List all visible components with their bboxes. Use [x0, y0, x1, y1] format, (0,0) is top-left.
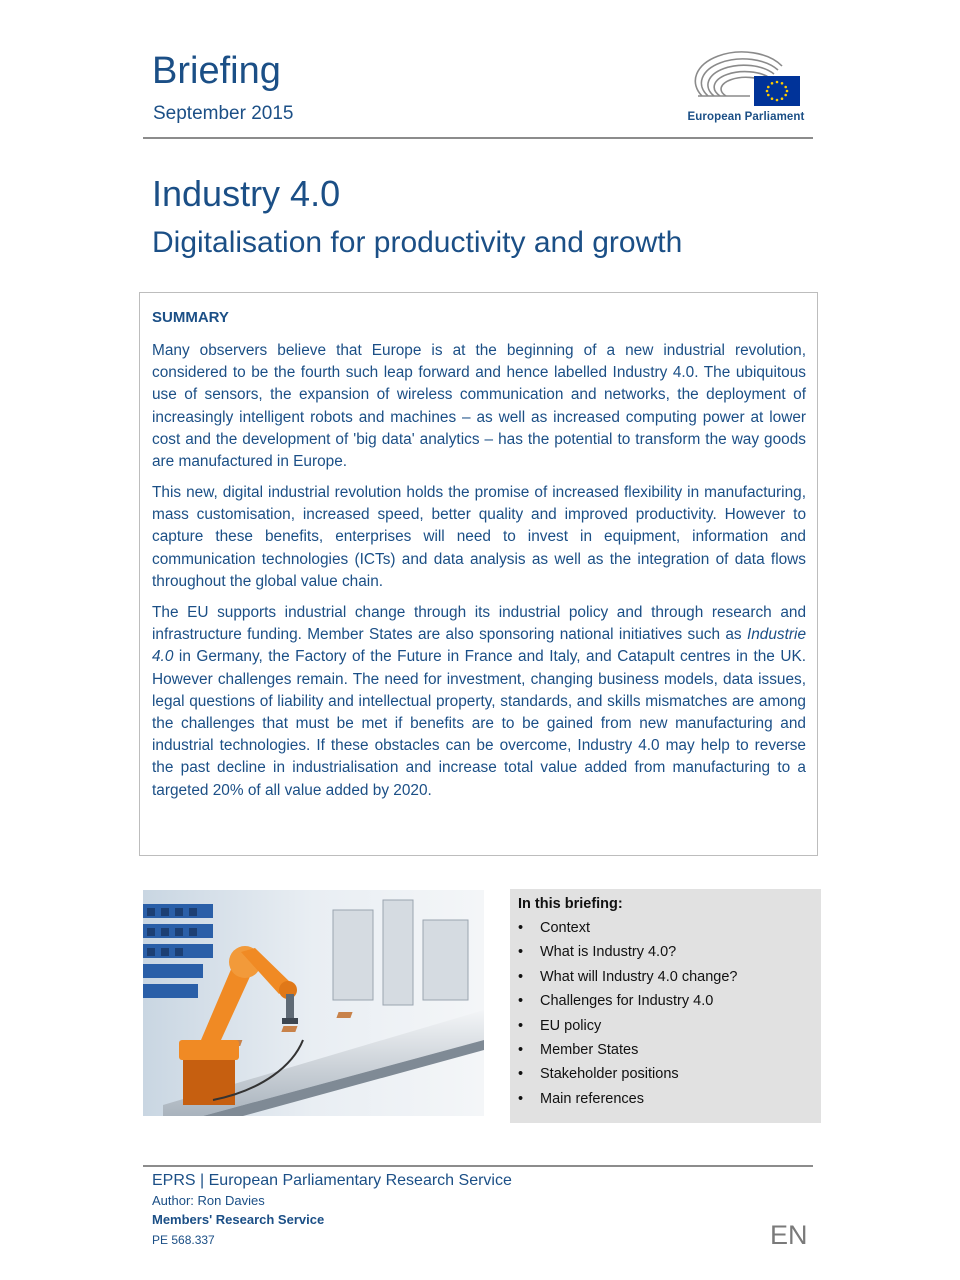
industrial-robot-photo — [143, 890, 484, 1116]
page-subtitle: Digitalisation for productivity and growth — [152, 226, 683, 259]
footer-organisation: EPRS | European Parliamentary Research Service — [152, 1172, 512, 1189]
footer-author: Author: Ron Davies — [152, 1193, 265, 1208]
summary-paragraph-3 — [152, 602, 806, 802]
summary-paragraph-2: This new, digital industrial revolution holds the promise of increased flexibility in manufacturing, mass customisation, increased speed, better quality and improved productivity. However to capture these benefits, enterprises will need to invest in equipment, information and communication technologies (ICTs) and data analysis as well as the integration of data flows throughout the global value chain. — [152, 484, 806, 590]
summary-p3-text-end: in Germany, the Factory of the Future in France and Italy, and Catapult centres in the UK. However challenges remain. The need for investment, changing business models, data issues, legal questions of liability and intellectual property, standards, and skills mismatches are among the challenges that must be met if benefits are to be gained from new manufacturing and industrial technologies. If these obstacles can be overcome, Industry 4.0 may help to reverse the past decline in industrialisation and increase total value added from manufacturing to a targeted 20% of all value added by 2020. — [152, 648, 806, 799]
industrie-4-0-term: Industrie 4.0 — [152, 626, 806, 666]
document-date: September 2015 — [153, 103, 294, 124]
contents-item-context: • Context — [518, 918, 737, 942]
page-title: Industry 4.0 — [152, 173, 341, 214]
contents-list — [518, 918, 737, 1113]
contents-heading: In this briefing: — [518, 896, 623, 912]
language-code: EN — [770, 1220, 808, 1250]
contents-item-what-will-change: • What will Industry 4.0 change? — [518, 967, 737, 991]
robot-arm-illustration — [143, 890, 484, 1116]
contents-item-eu-policy: • EU policy — [518, 1016, 737, 1040]
eu-flag-icon — [754, 76, 800, 106]
footer-pe-number: PE 568.337 — [152, 1233, 215, 1247]
logo-caption: European Parliament — [687, 111, 805, 123]
summary-paragraph-1: Many observers believe that Europe is at the beginning of a new industrial revolution, considered to be the fourth such leap forward and hence labelled Industry 4.0. The ubiquitous use of sensors, the expansion of wireless communication and networks, the deployment of increasingly intelligent robots and machines – as well as increased computing power at lower cost and the development of 'big data' analytics – has the potential to transform the way goods are manufactured in Europe. — [152, 342, 806, 471]
contents-item-references: • Main references — [518, 1089, 737, 1113]
footer-divider — [143, 1165, 813, 1167]
document-type: Briefing — [152, 50, 281, 92]
summary-p3-text-start: The EU supports industrial change through its industrial policy and through research and infrastructure funding. Member States are also sponsoring national initiatives such as — [152, 604, 806, 644]
summary-heading: SUMMARY — [152, 309, 229, 326]
contents-item-challenges: • Challenges for Industry 4.0 — [518, 991, 737, 1015]
header-divider — [143, 137, 813, 139]
contents-item-member-states: • Member States — [518, 1040, 737, 1064]
footer-service: Members' Research Service — [152, 1212, 325, 1227]
contents-item-stakeholders: • Stakeholder positions — [518, 1064, 737, 1088]
contents-item-what-is: • What is Industry 4.0? — [518, 942, 737, 966]
